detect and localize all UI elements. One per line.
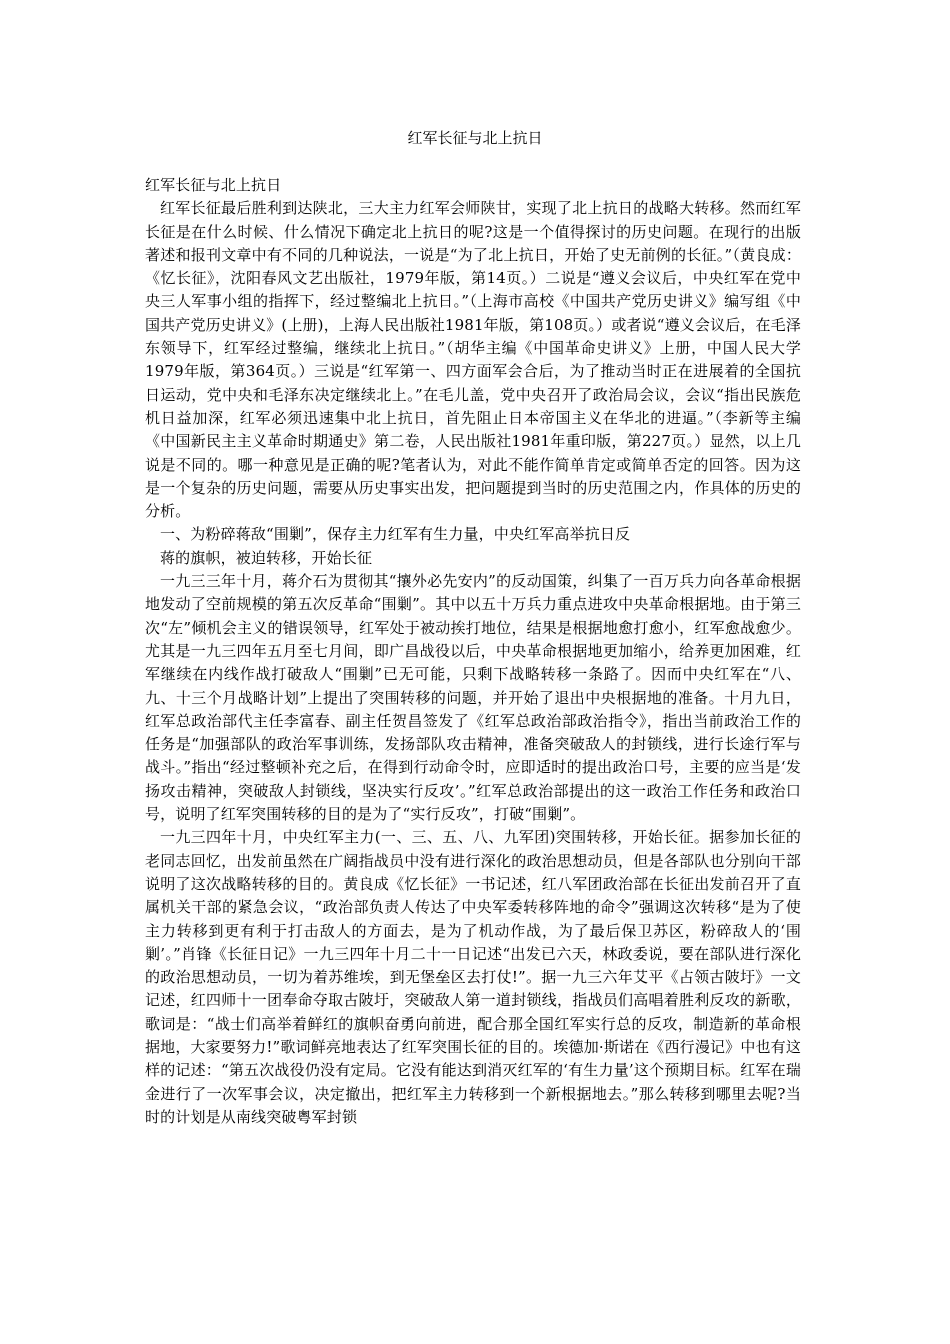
paragraph-intro: 红军长征最后胜利到达陕北，三大主力红军会师陕甘，实现了北上抗日的战略大转移。然而红军长征是在什么时候、什么情况下确定北上抗日的呢?这是一个值得探讨的历史问题。在现行的出版著述和报刊文章中有不同的几种说法，一说是“为了北上抗日，开始了史无前例的长征。”（黄良成：《忆长征》，沈阳春风文艺出版社，1979年版，第14页。）二说是“遵义会议后，中央红军在党中央三人军事小组的指挥下，经过整编北上抗日。”（上海市高校《中国共产党历史讲义》编写组《中国共产党历史讲义》(上册)，上海人民出版社1981年版，第108页。）或者说“遵义会议后，在毛泽东领导下，红军经过整编，继续北上抗日。”（胡华主编《中国革命史讲义》上册，中国人民大学1979年版，第364页。）三说是“红军第一、四方面军会合后，为了推动当时正在进展着的全国抗日运动，党中央和毛泽东决定继续北上。”在毛儿盖，党中央召开了政治局会议，会议“指出民族危机日益加深，红军必须迅速集中北上抗日，首先阻止日本帝国主义在华北的进逼。”（李新等主编《中国新民主主义革命时期通史》第二卷，人民出版社1981年重印版，第227页。）显然，以上几说是不同的。哪一种意见是正确的呢?笔者认为，对此不能作简单肯定或简单否定的回答。因为这是一个复杂的历史问题，需要从历史事实出发，把问题提到当时的历史范围之内，作具体的历史的分析。	[145, 199, 801, 521]
document-title: 红军长征与北上抗日	[407, 129, 543, 147]
section-heading-one-cont: 蒋的旗帜，被迫转移，开始长征	[160, 548, 373, 567]
section-heading: 红军长征与北上抗日	[145, 176, 282, 194]
paragraph-long-march-start: 一九三四年十月，中央红军主力(一、三、五、八、九军团)突围转移，开始长征。据参加长征的老同志回忆，出发前虽然在广阔指战员中没有进行深化的政治思想动员，但是各部队也分别向干部说明了这次战略转移的目的。黄良成《忆长征》一书记述，红八军团政治部在长征出发前召开了直属机关干部的紧急会议，“政治部负责人传达了中央军委转移阵地的命令”强调这次转移“是为了使主力转移到更有利于打击敌人的方面去，是为了机动作战，为了最后保卫苏区，粉碎敌人的‘围剿’。”肖锋《长征日记》一九三四年十月二十一日记述“出发已六天，林政委说，要在部队进行深化的政治思想动员，一切为着苏维埃，到无堡垒区去打仗!”。据一九三六年艾平《占领古陂圩》一文记述，红四师十一团奉命夺取古陂圩，突破敌人第一道封锁线，指战员们高唱着胜利反攻的新歌，歌词是：“战士们高举着鲜红的旗帜奋勇向前进，配合那全国红军实行总的反攻，制造新的革命根据地，大家要努力!”歌词鲜亮地表达了红军突围长征的目的。埃德加·斯诺在《西行漫记》中也有这样的记述：“第五次战役仍没有定局。它没有能达到消灭红军的‘有生力量’这个预期目标。红军在瑞金进行了一次军事会议，决定撤出，把红军主力转移到一个新根据地去。”那么转移到哪里去呢?当时的计划是从南线突破粤军封锁	[145, 828, 801, 1126]
document-body	[145, 174, 801, 1129]
section-heading-one: 一、为粉碎蒋敌“围剿”，保存主力红军有生力量，中央红军高举抗日反	[160, 525, 631, 544]
paragraph-fifth-campaign: 一九三三年十月，蒋介石为贯彻其“攘外必先安内”的反动国策，纠集了一百万兵力向各革命根据地发动了空前规模的第五次反革命“围剿”。其中以五十万兵力重点进攻中央革命根据地。由于第三次“左”倾机会主义的错误领导，红军处于被动挨打地位，结果是根据地愈打愈小，红军愈战愈少。尤其是一九三四年五月至七月间，即广昌战役以后，中央革命根据地更加缩小，给养更加困难，红军继续在内线作战打破敌人“围剿”已无可能，只剩下战略转移一条路了。因而中央红军在“八、九、十三个月战略计划”上提出了突围转移的问题，并开始了退出中央根据地的准备。十月九日，红军总政治部代主任李富春、副主任贺昌签发了《红军总政治部政治指令》，指出当前政治工作的任务是“加强部队的政治军事训练，发扬部队攻击精神，准备突破敌人的封锁线，进行长途行军与战斗。”指出“经过整顿补充之后，在得到行动命令时，应即适时的提出政治口号，主要的应当是‘发扬攻击精神，突破敌人封锁线，坚决实行反攻’。”红军总政治部提出的这一政治工作任务和政治口号，说明了红军突围转移的目的是为了“实行反攻”，打破“围剿”。	[145, 572, 801, 824]
